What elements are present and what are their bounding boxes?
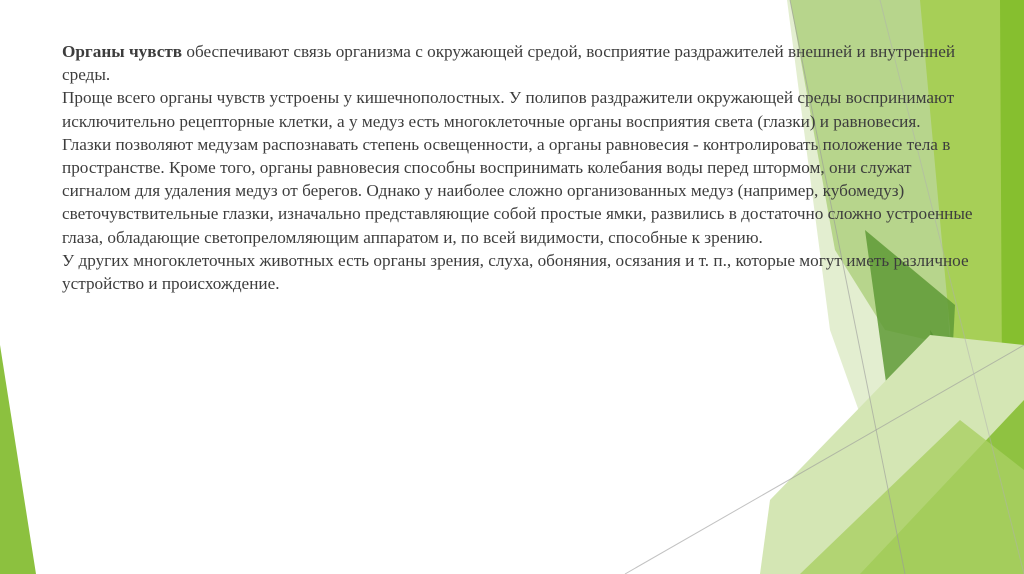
paragraph-2-text: Проще всего органы чувств устроены у кишечнополостных. У полипов раздражители окружающей среды воспринимают исключительно рецепторные клетки, а у медуз есть многоклеточные органы восприятия света (глазки) и равновесия. Глазки позволяют медузам распознавать степень освещенности, а органы равновесия - контролировать положение тела в пространстве. Кроме того, органы равновесия способны воспринимать колебания воды перед штормом, они служат сигналом для удаления медуз от берегов. Однако у наиболее сложно организованных медуз (например, кубомедуз) светочувствительные глазки, изначально представляющие собой простые ямки, развились в достаточно сложно устроенные глаза, обладающие светопреломляющим аппаратом и, по всей видимости, способные к зрению.: [62, 88, 973, 247]
body-text: [62, 40, 974, 295]
paragraph-3-text: У других многоклеточных животных есть органы зрения, слуха, обоняния, осязания и т. п., которые могут иметь различное устройство и происхождение.: [62, 250, 969, 294]
paragraph-2: [62, 86, 974, 248]
paragraph-1: [62, 40, 974, 86]
paragraph-1-text: обеспечивают связь организма с окружающей средой, восприятие раздражителей внешней и внутренней среды.: [62, 42, 956, 85]
paragraph-1-lead: Органы чувств: [62, 42, 183, 61]
left-green-wedge: [0, 345, 36, 574]
paragraph-3: [62, 249, 974, 295]
